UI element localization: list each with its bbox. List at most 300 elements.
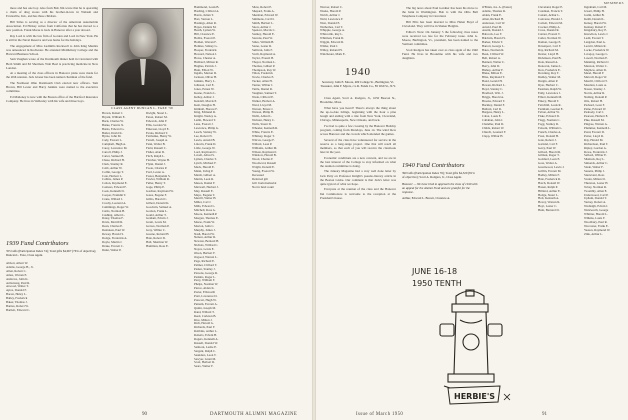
contributor-name: Ames, Warren E. [6,273,28,277]
class-1940-notes-paragraph: What have you heard? There's always the thing about the up-to-date tidings, beginning with the hour a pine bough and ending with a ride from New York, Cleveland, Chicago, Minneapolis, New Orleans, and back. [320,105,396,123]
contributor-name: Flagg, Norman C. [538,119,561,123]
contributor-name: Sawyer, Grant M. [194,357,217,361]
contributor-name: Wilder, Paul J. [320,45,339,49]
contributor-name: Frost, Donald H. [538,134,559,138]
contributor-name: Baker, Thomas J. [6,301,28,305]
contributor-name: Johnson, Carl E. [194,84,215,88]
contributor-name: Shepard, Frank A. [252,9,275,13]
contributor-name: Gilman, Roger T. [538,154,560,158]
contributor-name: Simonds, Arthur C. [584,162,609,166]
contributor-name: Cleveland, Roger E. [538,6,564,9]
contributor-name: Buckley, Daniel F. [482,103,505,107]
contributor-name: Leach, Stanley W. [194,131,217,134]
contributor-name: Stiles, William H. [252,41,275,45]
class-notes-paragraph: Ed Mahoney is now with the Boston office of the Hartford Insurance Company. He lives in Wellesley with his wife and three boys. [6,94,98,104]
contributor-name: Emery, Harold T. [538,99,560,103]
right-col3-names [538,6,582,408]
contributor-name: Winchester, Mark E. [320,52,346,56]
contributor-name: Clapp, Wilbur H. [482,134,504,138]
contributor-name: Garland, Carl F. [538,142,558,146]
contributor-name: Williams, Arthur M. [252,146,278,150]
contributor-name: Martin, Leon R. [194,177,214,181]
contributor-name: Taylor, Everett B. [252,56,274,60]
contributor-name: Safford, Wilbur E. [584,154,607,158]
contributor-name: Byrne, John M. [102,135,122,139]
contributor-name: Stanley, Harold E. [252,33,275,37]
contributor-name: Mills, Edward L. [194,205,216,209]
class-1940-notes-paragraph: Scott Rodgers has taken over as class agent of the 1940 Fund. He lives in Brookline with his wife and two daughters. [402,47,478,60]
contributor-name: Smith, Herbert L. [252,21,274,25]
contributor-name: Fowler, William R. [146,178,170,182]
contributor-name: Foster, Benjamin S. [146,174,171,178]
contributor-name: Hovey, Warren R. [538,201,561,205]
contributor-name: Childs, Robert W. [482,127,505,131]
contributor-name: Wheeler, Kenneth R. [252,127,278,131]
contributor-name: Willard, Leon P. [252,142,273,146]
contributor-name: Cady, Everett L. [102,139,123,143]
contributor-name: Hadley, Milton F. [538,173,560,177]
contributor-name: Briggs, Harold A. [482,95,504,99]
contributor-name: Chase, Richard H. [102,158,125,162]
contributor-name: Kimball, Horace F. [194,107,218,111]
contributor-name: Saunders, Leon T. [194,353,217,357]
contributor-name: Rich, Harold G. [194,322,214,326]
contributor-name: Sanborn, Leslie E. [194,345,217,349]
reunion-hydrant-cartoon [408,262,528,412]
contributor-name: Fuller, Henry T. [146,182,166,186]
contributor-name: Colton, Raymond E. [102,182,128,186]
contributor-name: Austin, Donald J. [482,29,504,33]
right-col2-notes [402,6,478,156]
left-col1-notes [6,6,98,236]
contributor-name: Campbell, Hugh A. [102,143,127,147]
contributor-name: Joslin, Arthur B. [584,13,605,17]
contributor-name: Deferred gift [252,177,269,181]
contributor-name: Farnham, Gordon E. [538,107,564,111]
contributor-name: Holden, Warren F. [194,41,217,45]
agent-note: Hanover — We have tried to approach the class of 1940 with an appeal for the Alumni Fund and are grateful for the response. [402,182,478,194]
fund-heading-1940: 1940 Fund Contributors [402,162,465,169]
class-notes-paragraph: Ray Lord is with the law firm of Gordon and Lord in New York. He is still in the Naval Reserve and was home for the holidays. [6,33,98,42]
contributor-name: Willey, Roland H. [320,48,343,52]
contributor-name: Mead, Harold F. [584,72,605,76]
contributor-name: Wright, Donald E. [252,166,275,170]
contributor-name: May, Russell E. [194,189,214,193]
contributor-name: Page, Richard E. [194,259,215,263]
contributor-name: Kent, Douglas H. [194,103,216,107]
contributor-name: Mann, Irving P. [194,170,214,174]
contributor-name: Whipple, George A. [320,29,345,33]
contributor-name: Ladd, Everett T. [584,37,604,41]
contributor-name: Towle, Charles E. [252,76,275,80]
class-1940-notes-paragraph: Everyone at the reunion of the class and the Hanover Inn Commodore is welcome to the reception at the President's house. [320,187,396,200]
contributor-name: Cole, Herbert L. [102,174,123,178]
contributor-name: Corbett, Edward M. [538,21,563,25]
contributor-name: Gordon, Frank L. [146,209,168,213]
class-1940-notes-paragraph: Economic conditions are a new concern, and we are in the best interest of the College to stay informed on what the reunion committee is doing. [320,155,396,168]
contributor-name: Manning, Richard J. [584,60,610,64]
contributor-name: Paine, Edward W. [584,107,607,111]
contributor-name: Goodwin, Samuel A. [146,205,172,209]
right-fund-section [402,160,478,200]
contributor-name: Berry, John D. [482,64,501,68]
contributor-name: Goss, Walter A. [538,162,558,166]
contributor-name: Day, Richard M. [538,48,559,52]
right-footer: Issue of March 1950 [356,412,404,417]
contributor-name: Zink, Arthur L. [584,232,603,236]
contributor-name: Not in fund count [252,185,274,189]
contributor-name: Downing, Roy T. [538,72,560,76]
right-col2b-names [482,6,534,156]
right-col1-notes [320,96,396,408]
cartoon-caption-line2: 1950 TENTH [412,279,462,288]
contributor-name: Wilson, Raymond J. [252,150,278,154]
contributor-name: Hall, Sherman W. [146,240,168,244]
left-page [0,0,312,420]
contributor-name: Tilton, Frederick [252,72,273,76]
contributor-name: Hodge, Stuart L. [538,193,559,197]
contributor-name: Hobbs, Everett P. [194,37,216,41]
contributor-name: Langdon, Paul A. [584,41,606,45]
contributor-name: Deceased [252,173,264,177]
contributor-name: Morse, Frank W. [194,220,215,224]
hydrant-drawing [440,290,502,391]
contributor-name: Richardson, Paul T. [584,142,609,146]
contributor-name: Vaughan, Samuel T. [252,91,277,95]
contributor-name: Arnold, Paul M. [482,25,503,29]
contributor-name: Bliss, Raymond T. [482,76,505,80]
contributor-name: Underwood, Carl P. [584,193,609,197]
contributor-name: Lyman, Charles T. [194,158,217,162]
contributor-name: Weld, Lawrence F. [320,17,344,21]
contributor-name: Lincoln, Frank D. [194,142,217,146]
contributor-name: Holmes, Sidney G. [194,45,218,49]
contributor-name: Marston, Walter C. [584,64,608,68]
class-1940-header [320,64,396,88]
contributor-name: Harding, Clifford A. [194,9,220,13]
contributor-name: Lovell, Alfred S. [194,154,215,158]
contributor-name: Bartlett, Edward C. [6,308,31,312]
contributor-name: Wood, Charles F. [252,158,274,162]
contributor-name: Rice, Milton J. [194,318,213,322]
contributor-name: Fiske, Edward D. [538,115,560,119]
contributor-name: Crosby, Leonard A. [102,201,127,205]
contributor-name: Gould, Arthur T. [146,213,167,217]
right-page [316,0,628,420]
contributor-name: Snow, Arthur J. [252,25,272,29]
contributor-name: Perry, William F. [194,279,216,283]
contributor-name: Fairbanks, Henry W. [146,135,172,139]
contributor-name: Wiggin, Edward R. [320,41,344,45]
contributor-name: Olson, Herbert F. [194,252,216,256]
contributor-name: Armstrong, Paul R. [6,281,31,285]
contributor-name: Bishop, Arthur F. [482,68,504,72]
contributor-name: Fairchild, Louis R. [538,103,562,107]
contributor-name: Dodge, Frederick A. [102,237,128,240]
contributor-name: Tucker, Allan H. [252,80,273,84]
contributor-name: Woodbury, Paul R. [584,220,608,224]
contributor-name: Wentworth, George [584,209,609,213]
contributor-name: Woodward, Russell [252,162,277,166]
contributor-name: Stone, Lester R. [252,45,272,49]
contributor-name: Tobey, Norman R. [584,185,607,189]
contributor-name: Perkins, Roger L. [194,275,216,279]
class-1940-notes-paragraph: I've had to quite a few crossing by the Hanover Holiday program, coming from Mondays, June 14. The wind blew across Hanover and the crowds which attended the games. [320,123,396,136]
right-col1-top-names-b [382,6,396,62]
contributor-name: Knight, Wesley A. [194,115,217,119]
contributor-name: Bell, Robert A. [482,56,501,60]
contributor-name: Graham, Edwin J. [146,217,169,221]
contributor-name: Walker, Herbert A. [252,99,276,103]
contributor-name: Whitney, Roger T. [252,134,275,138]
contributor-name: Collins, James P. [102,178,123,182]
contributor-name: Nichols, Wilfred C. [194,244,219,248]
contributor-name: Heath, Lyman W. [194,29,216,33]
class-notes-paragraph: more and has one boy. Also from Bob Jim wrote that he is operating a chain of drug stores with his brother-in-law in Wabash and Evansville, Ind., and has three children. [6,6,98,19]
cartoon-signature-mark [504,394,510,400]
contributor-name: Stevens, Paul W. [252,37,273,41]
contributor-name: Newton, Bernard H. [194,240,220,244]
contributor-name: Mayhew, Allen D. [584,68,607,72]
contributor-name: Mason, Daniel F. [194,181,216,185]
contributor-name: Worcester, Frank E. [584,224,609,228]
contributor-name: Field, Russell C. [146,147,167,151]
contributor-name: Rand, Willard T. [194,310,215,314]
contributor-name: Durgin, Allen P. [538,80,558,84]
contributor-name: Dean, Charles E. [102,225,123,229]
right-page-number: 91 [542,412,547,417]
contributor-name: Emerson, Lloyd E. [146,127,170,131]
contributor-name: Thompson, Roy W. [252,68,277,72]
class-notes-paragraph: Bill Stiles is serving as a director of the American Automobile Association. Ed Hickey writes from California that he has moved to a new position. Frank Morse is back in Hanover after a year abroad. [6,19,98,33]
contributor-name: Moulton, Louis A. [584,84,607,88]
contributor-name: Coffin, George T. [102,170,124,174]
contributor-name: Mack, Harold E. [194,166,215,170]
contributor-name: Bowen, Richard L. [482,84,506,88]
contributor-name: Greene, Roland H. [146,233,170,237]
contributor-name: Carter, Samuel B. [102,154,125,158]
contributor-name: Potter, Lloyd R. [584,134,604,138]
contributor-name: Palmer, Clifford T. [194,263,218,267]
contributor-name: Carey, Lawrence M. [102,147,128,151]
contributor-name: Bond, Gerald H. [482,80,503,84]
contributor-name: Mitchell, Ross A. [194,209,216,213]
contributor-name: Eastman, Ralph W. [538,88,562,92]
contributor-name: Whittier, Harold L. [584,213,608,217]
contributor-name: Jackson, Oliver H. [194,76,218,80]
contributor-name: Atwood, Walter T. [6,285,29,289]
contributor-name: Hatch, Donald W. [538,181,561,185]
contributor-name: Howard, Nelson J. [194,52,218,56]
contributor-name: Barker, Edwin T. [482,41,504,45]
contributor-name: Lowell, Norman E. [584,56,608,60]
contributor-name: Blake, Milton E. [482,72,503,76]
contributor-name: Wilkins, Louis F. [584,216,606,220]
class-notes-paragraph: The Northeast Ohio Dartmouth Club elected new officers. Tom Brown, Bill Lester and Harry Jenkins were named to the executive committee. [6,81,98,94]
contributor-name: Osgood, Warren L. [194,256,218,259]
contributor-name: Moore, Kenneth P. [194,213,218,217]
contributor-name: Pond, Everett D. [584,131,605,134]
contributor-name: O'Brien, Jos. A. (Pastor) [482,6,513,9]
contributor-name: Morton, John C. [194,224,215,228]
contributor-name: Cushing, Albert L. [102,213,126,217]
contributor-name: Ingraham, Carl M. [584,6,608,9]
contributor-name: Kingsbury, Roy E. [584,29,608,33]
contributor-name: Lord, Raymond C. [194,150,218,154]
contributor-name: Barrett, George L. [482,45,505,49]
contributor-name: Sullivan, John F. [252,48,273,52]
contributor-name: Twombly, Allen E. [584,189,608,193]
contributor-name: Bennett, Walter C. [482,60,505,64]
contributor-name: Turner, Wilbur J. [252,84,274,88]
contributor-name: Norris, Arthur R. [584,91,606,95]
class-notes-paragraph: The engagement of Miss Ludmilla Rockwell to John King Mannix was announced in Rochester. He attended Middlebury College and the Harvard Business School. [6,43,98,56]
contributor-name: Barnes, Robert W. [6,304,29,308]
contributor-name: French, Charles A. [538,131,562,134]
photo-caption: CLASS AGENT DUNCAN L. FAXE '39 [111,106,173,110]
contributor-name: Greenwood, Lewis J. [538,166,565,170]
fund-subline-1940: 390 Gifts (Participation Index 76); Total gifts $4,320 (81% of objective); Scott A. Rodgers, Jr., Class Agent. [402,171,475,179]
contributor-name: Hunt, Elliott W. [194,68,214,72]
contributor-name: Adams, Thomas R. [482,9,506,13]
contributor-name: Sargent, Ralph C. [194,349,216,353]
contributor-name: Flynn, Daniel J. [146,162,166,166]
contributor-name: Peabody, Carl J. [584,111,605,115]
left-col3-names [194,6,248,408]
contributor-name: Doyle, Martin J. [102,240,123,244]
contributor-name: Howe, Chester A. [194,56,216,60]
contributor-name: Spencer, Morris C. [252,29,276,33]
contributor-name: Damon, George E. [538,41,562,45]
class-notes-paragraph: Sam Vaughan wrote of the Dartmouth dinner held in Cleveland with Herb Smith and Ed Sherman. Walt Beal is practicing medicine in New London. [6,57,98,70]
contributor-name: Fitch, Ralph L. [146,154,165,158]
left-col4-names [252,6,306,408]
contributor-name: Crane, Willard J. [102,197,123,201]
class-treasurer-line: Treasurer, John F. Myers, c/o R. Funds Co., 85 Wall St., N.Y. [320,84,396,88]
contributor-name: Dewey, Harold S. [102,233,124,237]
contributor-name: Butler, David K. [102,131,123,135]
contributor-name: Simmons, Carl D. [252,17,275,21]
contributor-name: Bailey, Frederick [6,297,28,301]
class-agent-photo [102,8,184,106]
contributor-name: Wade, Clifford E. [252,95,274,99]
contributor-name: Mayo, Eugene T. [194,193,216,197]
contributor-name: Gerry, Paul W. [538,146,557,150]
contributor-name: Kelley, Arthur J. [194,95,215,99]
contributor-name: Watson, Philip H. [252,111,274,115]
contributor-name: Porter, Ellsworth [194,291,216,295]
contributor-name: Connors, Edward F. [102,186,127,190]
contributor-name: West, Donald E. [320,21,341,25]
right-col1-top-names [320,6,382,62]
left-col2b-names [146,112,188,408]
contributor-name: Morgan, Thomas E. [194,216,219,220]
contributor-name: Rogers, Kenneth A. [194,338,219,342]
running-head: MEMBERS [603,1,624,5]
contributor-name: Holt, Kenneth A. [538,197,560,201]
contributor-name: Dunn, Walter P. [102,248,122,252]
contributor-name: Sears, Walter F. [194,365,214,369]
contributor-name: Quinn, Joseph M. [194,306,217,310]
contributor-name: Goddard, Leon E. [538,158,561,162]
contributor-name: Jewett, Philip H. [584,9,605,13]
contributor-name: Ingalls, Merton D. [194,72,217,76]
class-1940-notes-paragraph: The January Magazine had a very well done letter by Jack Petty on Professor Knight's pseudo-literary article in the Boston Globe. Our comment is that Jack's letter was quite typical of what we hope. [320,169,396,186]
contributor-name: Edwards, John F. [146,119,168,123]
contributor-name: Harris, Julian T. [194,13,214,17]
contributor-name: Chandler, Paul D. [482,123,505,127]
contributor-name: Andrews, John K. [6,277,29,281]
contributor-name: Thomas, Gilbert P. [252,64,276,68]
contributor-name: Jones, Ernest W. [194,88,215,92]
contributor-name: Burgess, Henry L. [482,111,505,115]
contributor-name: Slade, Walter F. [584,166,604,170]
contributor-name: Crocker, Philip A. [538,25,561,29]
contributor-name: Lynch, Michael F. [194,162,217,166]
contributor-name: Farrell, Joseph A. [146,139,168,143]
contributor-name: Jenkins, Harry L. [194,80,216,84]
contributor-name: Dickinson, Paul B. [538,56,562,60]
contributor-name: Grant, Lewis M. [146,221,167,225]
contributor-name: Bean, Clifford W. [482,52,504,56]
contributor-name: Otis, Robert H. [584,99,603,103]
contributor-name: Ayres, Donald F. [6,289,27,293]
contributor-name: Russell, Donald W. [194,341,218,345]
herbies-tag [448,386,500,404]
contributor-name: Eaton, Robert M. [146,115,168,119]
contributor-name: Hill, Clarence E. [194,33,215,37]
contributor-name: Dwight, Stuart L. [146,112,168,115]
contributor-name: Bryant, William E. [102,115,126,119]
contributor-name: Foote, Charles P. [146,166,167,170]
contributor-name: Webb, Alfred L. [252,115,273,119]
contributor-name: Conant, Arthur L. [538,13,560,17]
contributor-name: Lovejoy, George L. [584,52,609,56]
contributor-name: Converse, Harold J. [538,17,563,21]
contributor-name: Metcalf, Roger W. [584,76,607,80]
cartoon-caption-line1: JUNE 16-18 [412,267,458,276]
contributor-name: Swain, Milton D. [584,177,606,181]
contributor-name: Allen, Robert C. [6,269,27,273]
contributor-name: Graves, Norman P. [146,225,170,229]
contributor-name: Cabot, Louis E. [482,115,502,119]
contributor-name: Gilbert, Donald K. [146,201,170,205]
contributor-name: Dexter, Lloyd H. [538,52,560,56]
contributor-name: Morrill, Clifford T. [584,80,608,84]
contributor-name: Dow, Frederick E. [538,68,561,72]
contributor-name: Thayer, Norman L. [252,60,276,64]
contributor-name: Upham, Donald T. [584,197,607,201]
contributor-name: Varney, Robert A. [584,201,607,205]
contributor-name: Miller, Carl J. [194,201,212,205]
contributor-name: White, Francis E. [252,131,274,134]
contributor-name: Cummings, Roger W. [102,205,129,209]
contributor-name: Young, Everett W. [252,170,275,174]
contributor-name: Nutting, Donald P. [584,95,608,99]
contributor-name: Swift, Raymond A. [252,52,276,56]
contributor-name: Kendall, Morris P. [194,99,217,103]
contributor-name: Whitcomb, Ray L. [320,33,344,37]
contributor-name: Gift from memorial [252,181,277,185]
contributor-name: Lane, Everett J. [194,123,214,127]
contributor-name: Gifford, Harold R. [538,150,561,154]
first-names-line: Arthur, Edward L. Brown, Clarence A. [402,196,451,200]
contributor-name: Pierce, Alden K. [194,287,215,291]
contributor-name: Hart, Vernon L. [194,17,214,21]
contributor-name: Robbins, Arthur L. [194,330,218,334]
contributor-name: Sturtevant, Ross [584,173,605,177]
contributor-name: Winslow, Harold B. [252,154,277,158]
